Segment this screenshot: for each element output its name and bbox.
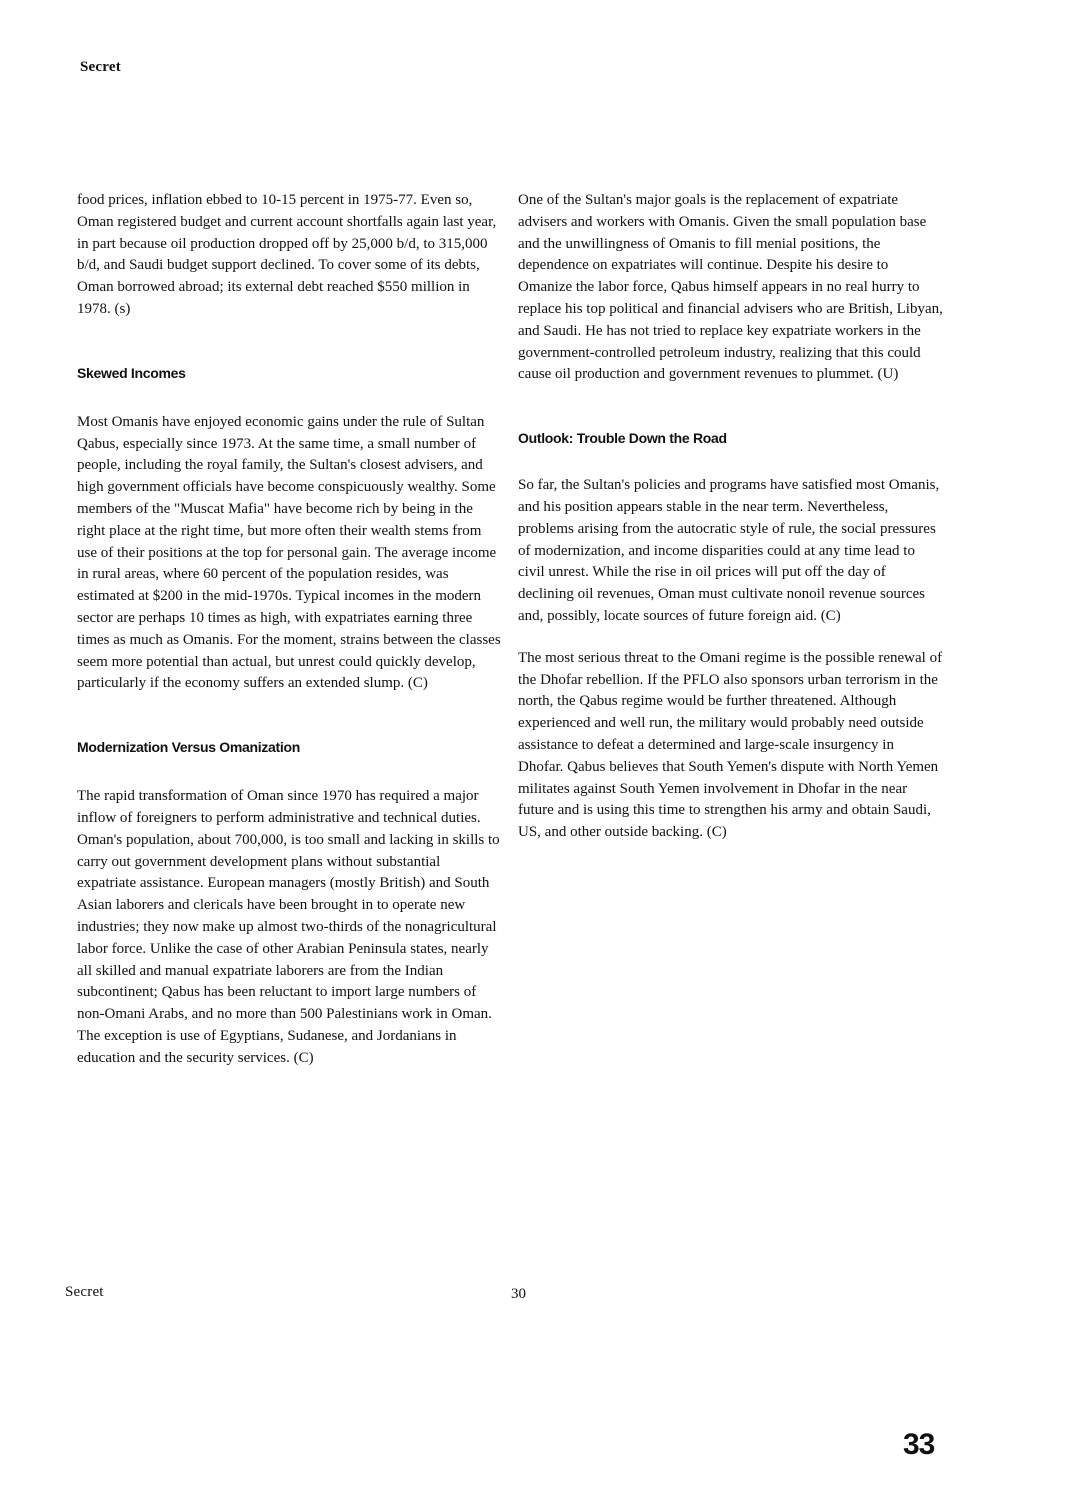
page-number: 30: [511, 1286, 526, 1302]
paragraph-modernization: The rapid transformation of Oman since 1970 has required a major inflow of foreigners to perform administrative and technical duties. Oman's population, about 700,000, is too small and lacking in skills to carry out government development plans without substantial expatriate assistance. European managers (mostly British) and South Asian laborers and clericals have been brought in to operate new industries; they now make up almost two-thirds of the nonagricultural labor force. Unlike the case of other Arabian Peninsula states, nearly all skilled and manual expatriate laborers are from the Indian subcontinent; Qabus has been reluctant to import large numbers of non-Omani Arabs, and no more than 500 Palestinians work in Oman. The exception is use of Egyptians, Sudanese, and Jordanians in education and the security services. (C): [77, 788, 500, 1066]
paragraph-inflation: food prices, inflation ebbed to 10-15 percent in 1975-77. Even so, Oman registered budget and current account shortfalls again last year, in part because oil production dropped off by 25,000 b/d, to 315,000 b/d, and Saudi budget support declined. To cover some of its debts, Oman borrowed abroad; its external debt reached $550 million in 1978. (s): [77, 192, 497, 317]
section-heading-modernization: Modernization Versus Omanization: [77, 739, 300, 756]
left-column: [77, 190, 502, 1070]
classification-header: Secret: [80, 59, 121, 75]
archive-page-number: 33: [903, 1428, 935, 1461]
section-heading-skewed-incomes: Skewed Incomes: [77, 364, 186, 381]
section-heading-outlook: Outlook: Trouble Down the Road: [518, 430, 727, 447]
right-column: [518, 190, 943, 844]
paragraph-dhofar-threat: The most serious threat to the Omani regime is the possible renewal of the Dhofar rebellion. If the PFLO also sponsors urban terrorism in the north, the Qabus regime would be further threatened. Although experienced and well run, the military would probably need outside assistance to defeat a determined and large-scale insurgency in Dhofar. Qabus believes that South Yemen's dispute with North Yemen militates against South Yemen involvement in Dhofar in the near future and is using this time to strengthen his army and obtain Saudi, US, and other outside backing. (C): [518, 649, 943, 841]
paragraph-outlook: So far, the Sultan's policies and programs have satisfied most Omanis, and his position appears stable in the near term. Nevertheless, problems arising from the autocratic style of rule, the social pressures of modernization, and income disparities could at any time lead to civil unrest. While the rise in oil prices will put off the day of declining oil revenues, Oman must cultivate nonoil revenue sources and, possibly, locate sources of future foreign aid. (C): [518, 477, 940, 624]
paragraph-omanization-goals: One of the Sultan's major goals is the replacement of expatriate advisers and workers with Omanis. Given the small population base and the unwillingness of Omanis to fill menial positions, the dependence on expatriates will continue. Despite his desire to Omanize the labor force, Qabus himself appears in no real hurry to replace his top political and financial advisers who are British, Libyan, and Saudi. He has not tried to replace key expatriate workers in the government-controlled petroleum industry, realizing that this could cause oil production and government revenues to plummet. (U): [518, 192, 943, 383]
paragraph-skewed-incomes: Most Omanis have enjoyed economic gains under the rule of Sultan Qabus, especially since 1973. At the same time, a small number of people, including the royal family, the Sultan's closest advisers, and high government officials have become conspicuously wealthy. Some members of the "Muscat Mafia" have become rich by being in the right place at the right time, but more often their wealth stems from use of their positions at the top for personal gain. The average income in rural areas, where 60 percent of the population resides, was estimated at $200 in the mid-1970s. Typical incomes in the modern sector are perhaps 10 times as high, with expatriates earning three times as much as Omanis. For the moment, strains between the classes seem more potential than actual, but unrest could quickly develop, particularly if the economy suffers an extended slump. (C): [77, 413, 501, 692]
classification-footer: Secret: [65, 1284, 104, 1300]
